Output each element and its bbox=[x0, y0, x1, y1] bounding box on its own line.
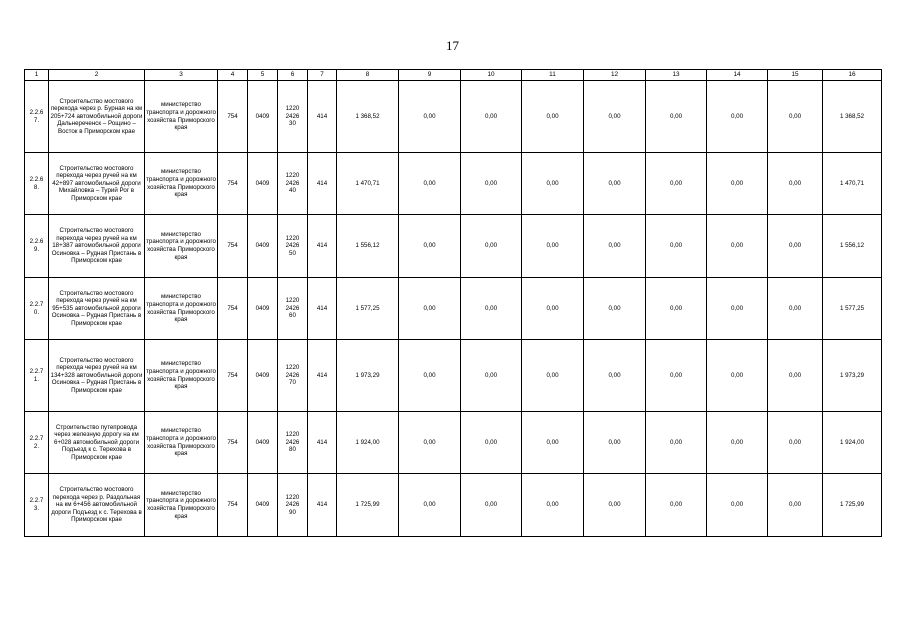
section-code: 0409 bbox=[248, 215, 278, 278]
agency-name: министерство транспорта и дорожного хозяйства Приморского края bbox=[145, 153, 218, 215]
amount-col-11: 0,00 bbox=[522, 153, 584, 215]
amount-col-8: 1 470,71 bbox=[337, 153, 399, 215]
column-header: 5 bbox=[248, 70, 278, 81]
amount-col-15: 0,00 bbox=[768, 81, 823, 153]
amount-col-14: 0,00 bbox=[707, 412, 768, 474]
amount-col-8: 1 577,25 bbox=[337, 278, 399, 340]
amount-col-15: 0,00 bbox=[768, 153, 823, 215]
ministry-code: 754 bbox=[218, 340, 248, 412]
agency-name: министерство транспорта и дорожного хозяйства Приморского края bbox=[145, 81, 218, 153]
amount-col-8: 1 725,99 bbox=[337, 474, 399, 537]
table-row bbox=[25, 340, 882, 412]
ministry-code: 754 bbox=[218, 153, 248, 215]
amount-col-13: 0,00 bbox=[646, 215, 707, 278]
expense-type-code: 414 bbox=[308, 215, 337, 278]
amount-col-13: 0,00 bbox=[646, 81, 707, 153]
amount-col-12: 0,00 bbox=[584, 340, 646, 412]
amount-col-12: 0,00 bbox=[584, 412, 646, 474]
object-name: Строительство мостового перехода через р. Раздольная на км 6+456 автомобильной дороги Подъезд к с. Терехова в Приморском крае bbox=[49, 474, 145, 537]
column-header: 13 bbox=[646, 70, 707, 81]
agency-name: министерство транспорта и дорожного хозяйства Приморского края bbox=[145, 412, 218, 474]
column-header: 16 bbox=[823, 70, 882, 81]
ministry-code: 754 bbox=[218, 278, 248, 340]
amount-col-9: 0,00 bbox=[399, 278, 461, 340]
column-header: 9 bbox=[399, 70, 461, 81]
amount-col-9: 0,00 bbox=[399, 474, 461, 537]
total-amount: 1 556,12 bbox=[823, 215, 882, 278]
amount-col-11: 0,00 bbox=[522, 278, 584, 340]
total-amount: 1 368,52 bbox=[823, 81, 882, 153]
table-row bbox=[25, 215, 882, 278]
amount-col-10: 0,00 bbox=[461, 153, 522, 215]
ministry-code: 754 bbox=[218, 81, 248, 153]
budget-table bbox=[24, 69, 882, 537]
amount-col-12: 0,00 bbox=[584, 81, 646, 153]
column-header: 10 bbox=[461, 70, 522, 81]
amount-col-14: 0,00 bbox=[707, 153, 768, 215]
amount-col-14: 0,00 bbox=[707, 474, 768, 537]
expense-type-code: 414 bbox=[308, 412, 337, 474]
target-article-code: 1220 2426 50 bbox=[278, 215, 308, 278]
amount-col-13: 0,00 bbox=[646, 153, 707, 215]
target-article-code: 1220 2426 60 bbox=[278, 278, 308, 340]
section-code: 0409 bbox=[248, 412, 278, 474]
amount-col-12: 0,00 bbox=[584, 153, 646, 215]
amount-col-10: 0,00 bbox=[461, 412, 522, 474]
section-code: 0409 bbox=[248, 474, 278, 537]
amount-col-9: 0,00 bbox=[399, 412, 461, 474]
object-name: Строительство мостового перехода через р. Бурная на км 205+724 автомобильной дороги Дальнереченск – Рощино – Восток в Приморском крае bbox=[49, 81, 145, 153]
ministry-code: 754 bbox=[218, 412, 248, 474]
target-article-code: 1220 2426 90 bbox=[278, 474, 308, 537]
row-number: 2.2.7 0. bbox=[25, 278, 49, 340]
row-number: 2.2.6 9. bbox=[25, 215, 49, 278]
total-amount: 1 470,71 bbox=[823, 153, 882, 215]
section-code: 0409 bbox=[248, 278, 278, 340]
expense-type-code: 414 bbox=[308, 340, 337, 412]
header-row bbox=[25, 70, 882, 81]
column-header: 11 bbox=[522, 70, 584, 81]
amount-col-15: 0,00 bbox=[768, 340, 823, 412]
target-article-code: 1220 2426 70 bbox=[278, 340, 308, 412]
amount-col-13: 0,00 bbox=[646, 340, 707, 412]
object-name: Строительство мостового перехода через ручей на км 95+535 автомобильной дороги Осиновка – Рудная Пристань в Приморском крае bbox=[49, 278, 145, 340]
column-header: 2 bbox=[49, 70, 145, 81]
object-name: Строительство мостового перехода через ручей на км 42+897 автомобильной дороги Михайловка – Турий Рог в Приморском крае bbox=[49, 153, 145, 215]
amount-col-15: 0,00 bbox=[768, 278, 823, 340]
agency-name: министерство транспорта и дорожного хозяйства Приморского края bbox=[145, 278, 218, 340]
total-amount: 1 973,29 bbox=[823, 340, 882, 412]
amount-col-8: 1 556,12 bbox=[337, 215, 399, 278]
amount-col-10: 0,00 bbox=[461, 340, 522, 412]
total-amount: 1 924,00 bbox=[823, 412, 882, 474]
amount-col-11: 0,00 bbox=[522, 340, 584, 412]
amount-col-11: 0,00 bbox=[522, 474, 584, 537]
object-name: Строительство путепровода через железную дорогу на км 6+028 автомобильной дороги Подъезд к с. Терехова в Приморском крае bbox=[49, 412, 145, 474]
column-header: 6 bbox=[278, 70, 308, 81]
column-header: 4 bbox=[218, 70, 248, 81]
amount-col-13: 0,00 bbox=[646, 474, 707, 537]
amount-col-9: 0,00 bbox=[399, 153, 461, 215]
row-number: 2.2.6 8. bbox=[25, 153, 49, 215]
amount-col-12: 0,00 bbox=[584, 474, 646, 537]
row-number: 2.2.7 1. bbox=[25, 340, 49, 412]
amount-col-13: 0,00 bbox=[646, 412, 707, 474]
target-article-code: 1220 2426 40 bbox=[278, 153, 308, 215]
amount-col-14: 0,00 bbox=[707, 81, 768, 153]
expense-type-code: 414 bbox=[308, 153, 337, 215]
section-code: 0409 bbox=[248, 340, 278, 412]
object-name: Строительство мостового перехода через ручей на км 18+387 автомобильной дороги Осиновка – Рудная Пристань в Приморском крае bbox=[49, 215, 145, 278]
amount-col-10: 0,00 bbox=[461, 215, 522, 278]
amount-col-8: 1 973,29 bbox=[337, 340, 399, 412]
amount-col-14: 0,00 bbox=[707, 215, 768, 278]
agency-name: министерство транспорта и дорожного хозяйства Приморского края bbox=[145, 340, 218, 412]
amount-col-12: 0,00 bbox=[584, 215, 646, 278]
amount-col-12: 0,00 bbox=[584, 278, 646, 340]
total-amount: 1 725,99 bbox=[823, 474, 882, 537]
amount-col-11: 0,00 bbox=[522, 81, 584, 153]
amount-col-10: 0,00 bbox=[461, 474, 522, 537]
section-code: 0409 bbox=[248, 81, 278, 153]
agency-name: министерство транспорта и дорожного хозяйства Приморского края bbox=[145, 215, 218, 278]
row-number: 2.2.6 7. bbox=[25, 81, 49, 153]
column-header: 1 bbox=[25, 70, 49, 81]
table-row bbox=[25, 81, 882, 153]
amount-col-11: 0,00 bbox=[522, 215, 584, 278]
section-code: 0409 bbox=[248, 153, 278, 215]
amount-col-14: 0,00 bbox=[707, 278, 768, 340]
expense-type-code: 414 bbox=[308, 278, 337, 340]
object-name: Строительство мостового перехода через ручей на км 134+328 автомобильной дороги Осиновка – Рудная Пристань в Приморском крае bbox=[49, 340, 145, 412]
column-header: 14 bbox=[707, 70, 768, 81]
table-row bbox=[25, 412, 882, 474]
amount-col-13: 0,00 bbox=[646, 278, 707, 340]
amount-col-15: 0,00 bbox=[768, 412, 823, 474]
amount-col-9: 0,00 bbox=[399, 81, 461, 153]
amount-col-11: 0,00 bbox=[522, 412, 584, 474]
amount-col-15: 0,00 bbox=[768, 474, 823, 537]
amount-col-9: 0,00 bbox=[399, 340, 461, 412]
ministry-code: 754 bbox=[218, 474, 248, 537]
page-number: 17 bbox=[446, 38, 459, 53]
target-article-code: 1220 2426 30 bbox=[278, 81, 308, 153]
amount-col-9: 0,00 bbox=[399, 215, 461, 278]
table-row bbox=[25, 153, 882, 215]
row-number: 2.2.7 3. bbox=[25, 474, 49, 537]
amount-col-15: 0,00 bbox=[768, 215, 823, 278]
table-row bbox=[25, 278, 882, 340]
expense-type-code: 414 bbox=[308, 81, 337, 153]
row-number: 2.2.7 2. bbox=[25, 412, 49, 474]
total-amount: 1 577,25 bbox=[823, 278, 882, 340]
ministry-code: 754 bbox=[218, 215, 248, 278]
agency-name: министерство транспорта и дорожного хозяйства Приморского края bbox=[145, 474, 218, 537]
column-header: 3 bbox=[145, 70, 218, 81]
amount-col-10: 0,00 bbox=[461, 81, 522, 153]
target-article-code: 1220 2426 80 bbox=[278, 412, 308, 474]
amount-col-14: 0,00 bbox=[707, 340, 768, 412]
column-header: 12 bbox=[584, 70, 646, 81]
column-header: 15 bbox=[768, 70, 823, 81]
column-header: 7 bbox=[308, 70, 337, 81]
amount-col-8: 1 924,00 bbox=[337, 412, 399, 474]
column-header: 8 bbox=[337, 70, 399, 81]
table-row bbox=[25, 474, 882, 537]
amount-col-8: 1 368,52 bbox=[337, 81, 399, 153]
expense-type-code: 414 bbox=[308, 474, 337, 537]
amount-col-10: 0,00 bbox=[461, 278, 522, 340]
